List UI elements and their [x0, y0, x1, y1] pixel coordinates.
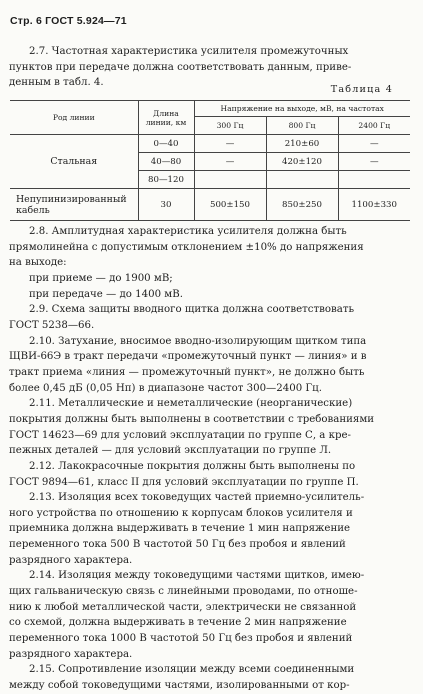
cell-length: 30 — [138, 189, 194, 221]
header-freq-800: 800 Гц — [266, 117, 338, 135]
text-line: переменного тока 1000 В частотой 50 Гц без пробоя и явлений — [9, 633, 353, 645]
text-line: более 0,45 дБ (0,05 Нп) в диапазоне частот 300—2400 Гц. — [9, 382, 322, 394]
text-line: ЩВИ-66Э в тракт передачи «промежуточный пункт — линия» и в — [9, 351, 367, 363]
header-freq-2400: 2400 Гц — [338, 117, 410, 135]
cable-label-line-2: кабель — [16, 204, 50, 216]
text-line: приемника должна выдерживать в течение 1 мин напряжение — [9, 523, 351, 535]
text-line: переменного тока 500 В частотой 50 Гц без пробоя и явлений — [9, 539, 346, 551]
header-output-voltage: Напряжение на выходе, мВ, на частотах — [194, 101, 410, 117]
header-line-length: Длина линии, км — [138, 101, 194, 135]
cell-300 — [194, 171, 266, 189]
text-line: щих гальваническую связь с линейными проводами, по отноше- — [9, 586, 358, 598]
text-line: ГОСТ 5238—66. — [9, 319, 95, 331]
text-line: разрядного характера. — [9, 648, 133, 660]
cell-800 — [266, 171, 338, 189]
cell-800: 210±60 — [266, 135, 338, 153]
body-text — [9, 224, 415, 694]
cell-300: 500±150 — [194, 189, 266, 221]
page-header: Стр. 6 ГОСТ 5.924—71 — [10, 15, 127, 27]
text-line: тракт приема «линия — промежуточный пункт», не должно быть — [9, 366, 365, 378]
text-line: покрытия должны быть выполнены в соответствии с требованиями — [9, 413, 375, 425]
cell-300: — — [194, 135, 266, 153]
cell-2400: — — [338, 153, 410, 171]
text-line: 2.15. Сопротивление изоляции между всеми соединенными — [29, 664, 355, 676]
table-row — [10, 189, 410, 221]
text-line: 2.13. Изоляция всех токоведущих частей приемно-усилитель- — [29, 492, 365, 504]
cable-line-label — [10, 189, 138, 221]
cell-2400 — [338, 171, 410, 189]
text-line: 2.7. Частотная характеристика усилителя промежуточных — [29, 46, 349, 57]
text-line: ГОСТ 14623—69 для условий эксплуатации по группе С, а кре- — [9, 429, 351, 441]
text-line: 2.11. Металлические и неметаллические (неорганические) — [29, 398, 353, 410]
header-freq-300: 300 Гц — [194, 117, 266, 135]
table-row — [10, 135, 410, 153]
cell-length: 0—40 — [138, 135, 194, 153]
cell-length: 40—80 — [138, 153, 194, 171]
text-line: денным в табл. 4. — [9, 77, 104, 89]
text-line: нию к любой металлической части, электрически не связанной — [9, 601, 357, 613]
text-line: 2.9. Схема защиты вводного щитка должна соответствовать — [29, 304, 355, 316]
cell-300: — — [194, 153, 266, 171]
steel-line-label: Стальная — [10, 135, 138, 189]
text-line: 2.10. Затухание, вносимое вводно-изолирующим щитком типа — [29, 335, 367, 347]
text-line: ного устройства по отношению к корпусам блоков усилителя и — [9, 507, 353, 519]
text-line: пунктов при передаче должна соответствовать данным, приве- — [9, 61, 352, 73]
text-line: пежных деталей — для условий эксплуатации по группе Л. — [9, 445, 332, 457]
text-line: между собой токоведущими частями, изолированными от кор- — [9, 680, 350, 692]
text-line: 2.8. Амплитудная характеристика усилителя должна быть — [29, 226, 347, 237]
cell-800: 420±120 — [266, 153, 338, 171]
text-line: со схемой, должна выдерживать в течение 2 мин напряжение — [9, 617, 347, 629]
cell-length: 80—120 — [138, 171, 194, 189]
text-line: при приеме — до 1900 мВ; — [29, 272, 173, 284]
text-line: прямолинейна с допустимым отклонением ±10% до напряжения — [9, 241, 364, 253]
table-4 — [10, 100, 410, 221]
cell-800: 850±250 — [266, 189, 338, 221]
text-line: разрядного характера. — [9, 554, 133, 566]
text-line: ГОСТ 9894—61, класс II для условий эксплуатации по группе П. — [9, 476, 359, 488]
header-line-kind: Род линии — [10, 101, 138, 135]
text-line: 2.14. Изоляция между токоведущими частями щитков, имею- — [29, 570, 365, 582]
text-line: 2.12. Лакокрасочные покрытия должны быть выполнены по — [29, 460, 356, 472]
cell-2400: 1100±330 — [338, 189, 410, 221]
text-line: при передаче — до 1400 мВ. — [29, 288, 183, 300]
text-line: на выходе: — [9, 257, 67, 269]
cell-2400: — — [338, 135, 410, 153]
cable-label-line-1: Непупинизированный — [16, 193, 127, 205]
table-title: Таблица 4 — [330, 84, 393, 95]
